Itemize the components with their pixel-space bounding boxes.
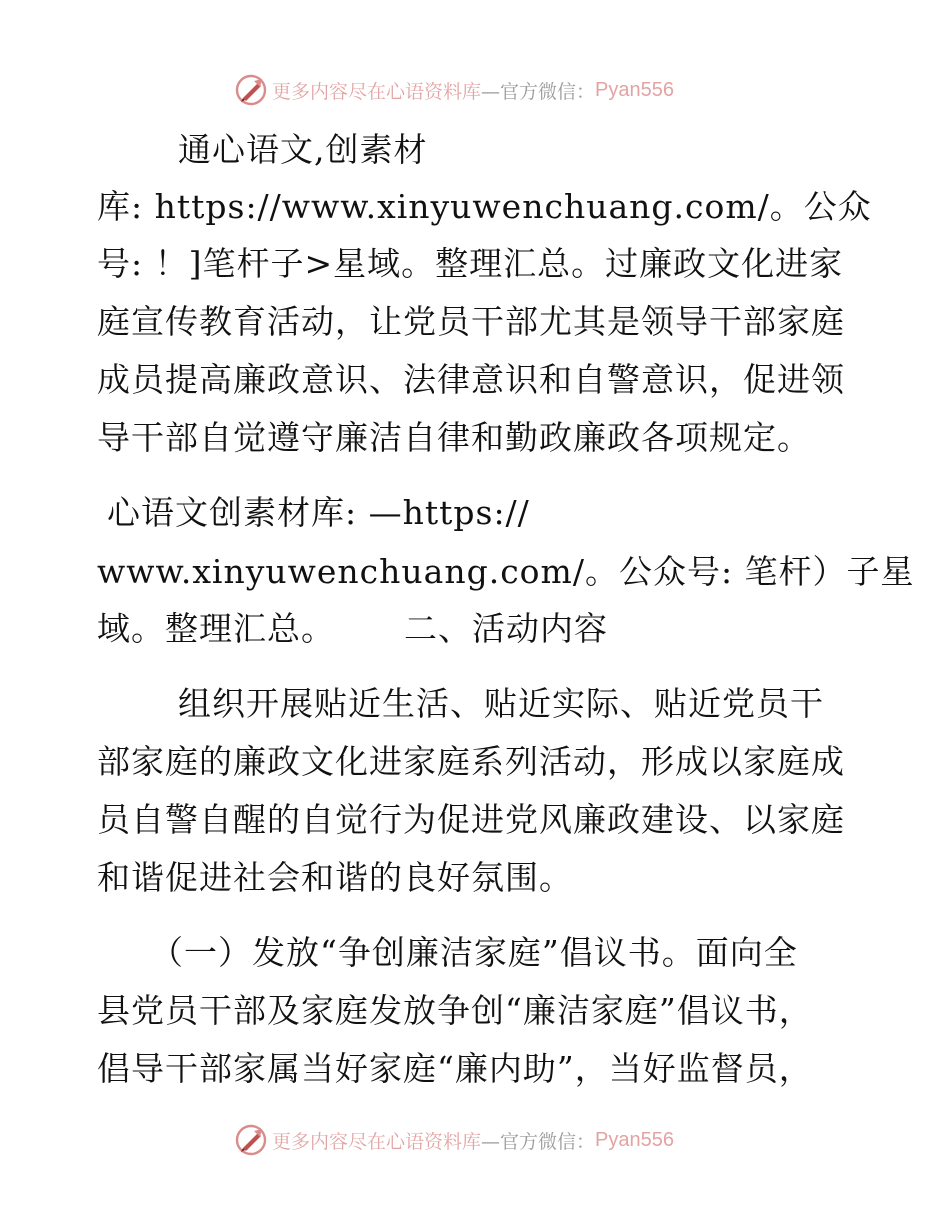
text-line-3: 号: ！]笔杆子>星域。整理汇总。过廉政文化进家 <box>97 244 844 283</box>
watermark-site-text: 更多内容尽在心语资料库 <box>272 80 482 103</box>
text-line-16: 倡导干部家属当好家庭“廉内助”，当好监督员， <box>97 1049 813 1088</box>
footer-watermark <box>234 1122 674 1158</box>
text-line-12: 员自警自醒的自觉行为促进党风廉政建设、以家庭 <box>97 800 845 839</box>
watermark-wechat-id: Pyan556 <box>595 78 674 101</box>
text-line-7: 心语文创素材库: —https:// <box>107 493 530 532</box>
text-line-11: 部家庭的廉政文化进家庭系列活动，形成以家庭成 <box>97 742 845 781</box>
text-line-9: 域。整理汇总。 二、活动内容 <box>97 609 608 648</box>
text-line-6: 导干部自觉遵守廉洁自律和勤政廉政各项规定。 <box>97 418 811 457</box>
text-line-4: 庭宣传教育活动，让党员干部尤其是领导干部家庭 <box>97 302 845 341</box>
feather-pen-logo-icon <box>234 73 268 107</box>
text-line-5: 成员提高廉政意识、法律意识和自警意识，促进领 <box>97 360 845 399</box>
text-line-8: www.xinyuwenchuang.com/。公众号: 笔杆）子星 <box>97 552 915 591</box>
text-line-13: 和谐促进社会和谐的良好氛围。 <box>97 858 573 897</box>
text-line-2: 库: https://www.xinyuwenchuang.com/。公众 <box>97 187 872 226</box>
text-line-1: 通心语文,创素材 <box>178 130 428 169</box>
text-line-15: 县党员干部及家庭发放争创“廉洁家庭”倡议书， <box>97 991 813 1030</box>
text-line-10: 组织开展贴近生活、贴近实际、贴近党员干 <box>178 684 824 723</box>
watermark-wechat-id: Pyan556 <box>595 1128 674 1151</box>
text-line-14: （一）发放“争创廉洁家庭”倡议书。面向全 <box>150 933 798 972</box>
watermark-official-label: —官方微信： <box>481 1130 596 1153</box>
feather-pen-logo-icon <box>234 1123 268 1157</box>
watermark-official-label: —官方微信： <box>481 80 596 103</box>
header-watermark <box>234 72 674 108</box>
watermark-site-text: 更多内容尽在心语资料库 <box>272 1130 482 1153</box>
